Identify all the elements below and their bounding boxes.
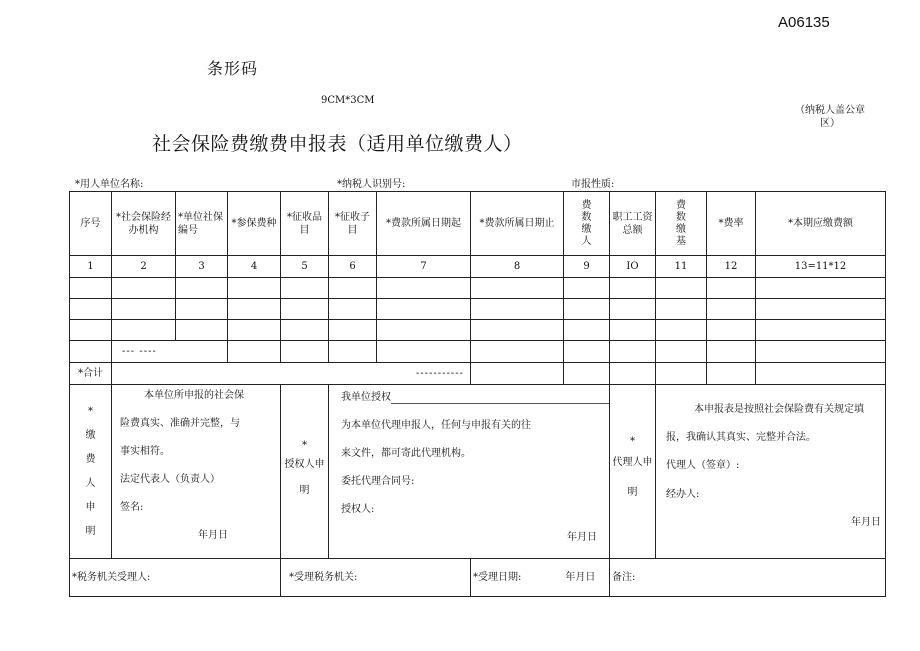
agent-star: * [630, 436, 635, 447]
col-number: 1 [70, 256, 112, 278]
total-row [70, 363, 886, 385]
col-header: 费数缴基 [676, 199, 686, 247]
col-header: *费率 [707, 192, 756, 256]
payer-line: 险费真实、准确并完整，与 [120, 418, 240, 429]
accept-date-value: 年月日 [565, 572, 596, 583]
header-row [70, 192, 886, 256]
blank-row-mark: --- ---- [122, 346, 157, 357]
auth-declaration-label: 授权人申明 [284, 459, 325, 496]
stamp-note: （纳税人盖公章区） [795, 105, 865, 129]
col-number: 12 [707, 256, 756, 278]
remark-label: 备注: [610, 559, 886, 597]
agent-line: 本申报表是按照社会保险费有关规定填 [694, 404, 864, 415]
page-title: 社会保险费缴费申报表（适用单位缴费人） [152, 133, 523, 155]
agent-name-blank [391, 392, 609, 404]
payer-date: 年月日 [198, 530, 228, 541]
taxpayer-id-label: *纳税人识别号: [337, 179, 406, 190]
col-number: 11 [656, 256, 707, 278]
accept-date-label: *受理日期: [473, 572, 522, 583]
total-label: *合计 [70, 363, 112, 385]
col-header: 费数缴人 [581, 199, 592, 247]
col-number: 2 [112, 256, 176, 278]
col-header: *征收品目 [281, 192, 329, 256]
col-number: 6 [329, 256, 377, 278]
col-header: *单位社保编号 [176, 192, 228, 256]
table-row [70, 320, 886, 341]
payer-line: 本单位所申报的社会保 [144, 390, 244, 401]
handler-label: 经办人: [666, 489, 700, 500]
agent-line: 报，我确认其真实、完整并合法。 [666, 432, 816, 443]
col-number: 4 [228, 256, 281, 278]
col-number: 8 [471, 256, 564, 278]
payer-declaration-label: *缴费人申明 [85, 405, 96, 537]
report-nature-label: 市报性质: [571, 179, 615, 190]
table-row [70, 341, 886, 363]
employer-name-label: *用人单位名称: [75, 179, 144, 190]
authorizer-label: 授权人: [341, 504, 375, 515]
agent-date: 年月日 [851, 517, 881, 528]
tax-receiver-label: *税务机关受理人: [70, 559, 281, 597]
auth-line: 为本单位代理申报人，任何与申报有关的往 [341, 420, 531, 431]
barcode-size: 9CM*3CM [321, 95, 375, 106]
col-number: 9 [564, 256, 610, 278]
footer-row [70, 559, 886, 597]
contract-no-label: 委托代理合同号: [341, 476, 415, 487]
col-header: *征收子目 [329, 192, 377, 256]
form-code: A06135 [778, 14, 830, 31]
col-number: 3 [176, 256, 228, 278]
col-number: IO [610, 256, 656, 278]
col-header: 序号 [70, 192, 112, 256]
declaration-table [69, 191, 886, 597]
column-number-row [70, 256, 886, 278]
sign-label: 签名: [120, 502, 144, 513]
col-header: *参保费种 [228, 192, 281, 256]
col-header: 职工工资总额 [610, 192, 656, 256]
payer-line: 事实相符。 [120, 446, 170, 457]
agent-sign-label: 代理人（签章）: [666, 460, 740, 471]
barcode-label: 条形码 [207, 59, 259, 78]
auth-line: 我单位授权 [341, 392, 391, 403]
table-row [70, 278, 886, 299]
total-mark: ----------- [415, 368, 464, 379]
col-number: 13=11*12 [756, 256, 886, 278]
auth-star: * [302, 440, 307, 451]
col-header: *本期应缴费额 [756, 192, 886, 256]
col-header: *费款所属日期止 [471, 192, 564, 256]
auth-line: 来文件，都可寄此代理机构。 [341, 448, 471, 459]
declaration-row [70, 385, 886, 559]
col-number: 7 [377, 256, 471, 278]
col-header: *社会保险经办机构 [112, 192, 176, 256]
tax-authority-label: *受理税务机关: [281, 559, 471, 597]
legal-rep-label: 法定代表人（负责人） [120, 474, 220, 485]
table-row [70, 299, 886, 320]
col-number: 5 [281, 256, 329, 278]
col-header: *费款所属日期起 [377, 192, 471, 256]
auth-date: 年月日 [567, 532, 597, 543]
agent-declaration-label: 代理人申明 [612, 457, 653, 498]
